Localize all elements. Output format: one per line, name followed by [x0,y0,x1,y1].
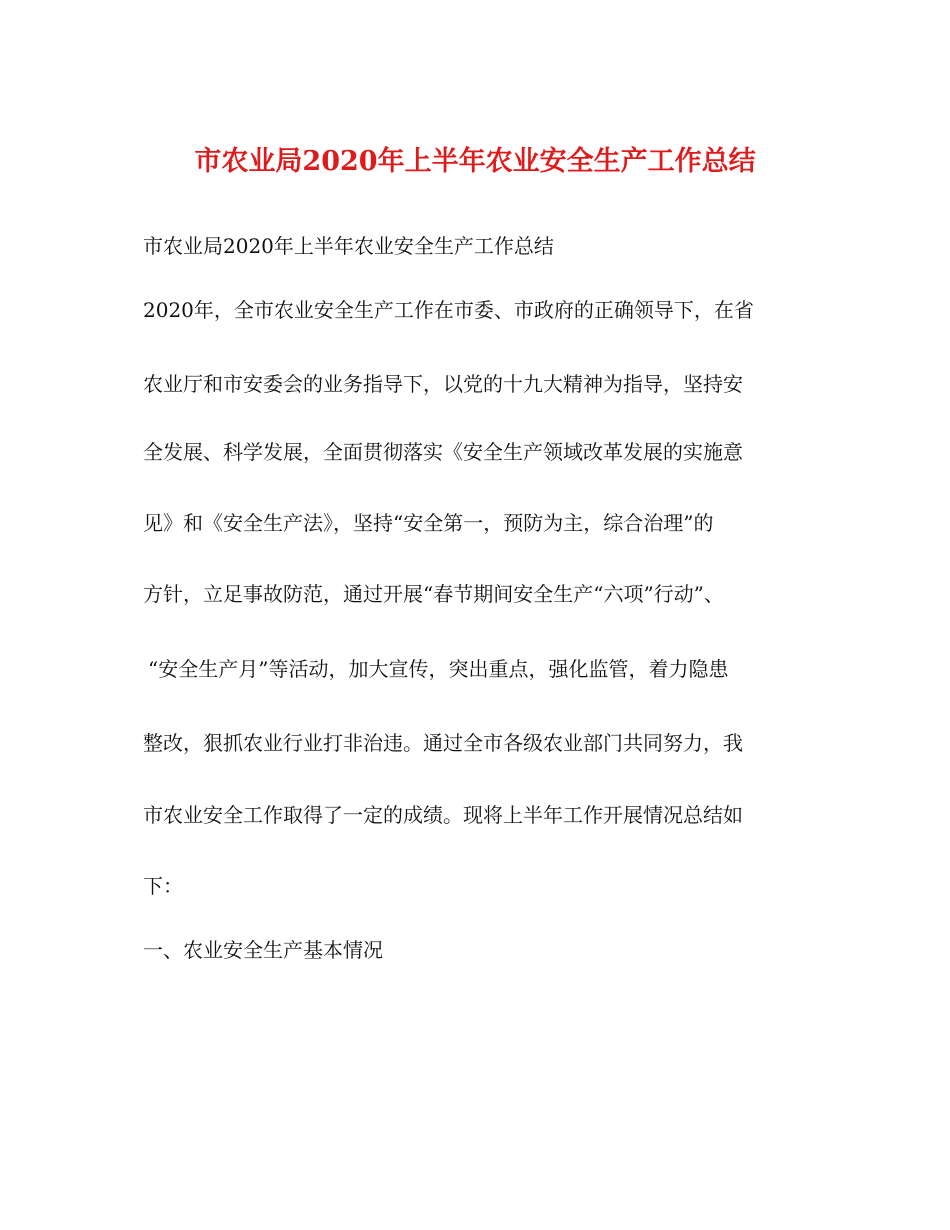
paragraph-line: 整改，狠抓农业行业打非治违。通过全市各级农业部门共同努力，我 [143,731,743,755]
paragraph-line: 下： [143,874,183,898]
document-subtitle: 市农业局2020年上半年农业安全生产工作总结 [143,234,554,258]
paragraph-line: 2020年，全市农业安全生产工作在市委、市政府的正确领导下，在省 [143,298,754,322]
paragraph-line: “安全生产月”等活动，加大宣传，突出重点，强化监管，着力隐患 [148,657,729,681]
section-heading: 一、农业安全生产基本情况 [143,938,383,962]
paragraph-line: 市农业安全工作取得了一定的成绩。现将上半年工作开展情况总结如 [143,803,743,827]
paragraph-line: 方针，立足事故防范，通过开展“春节期间安全生产“六项”行动”、 [143,582,724,606]
document-title: 市农业局2020年上半年农业安全生产工作总结 [194,146,756,177]
paragraph-line: 农业厅和市安委会的业务指导下，以党的十九大精神为指导，坚持安 [143,372,743,396]
paragraph-line: 全发展、科学发展，全面贯彻落实《安全生产领域改革发展的实施意 [143,440,743,464]
paragraph-line: 见》和《安全生产法》，坚持“安全第一，预防为主，综合治理”的 [143,511,714,535]
